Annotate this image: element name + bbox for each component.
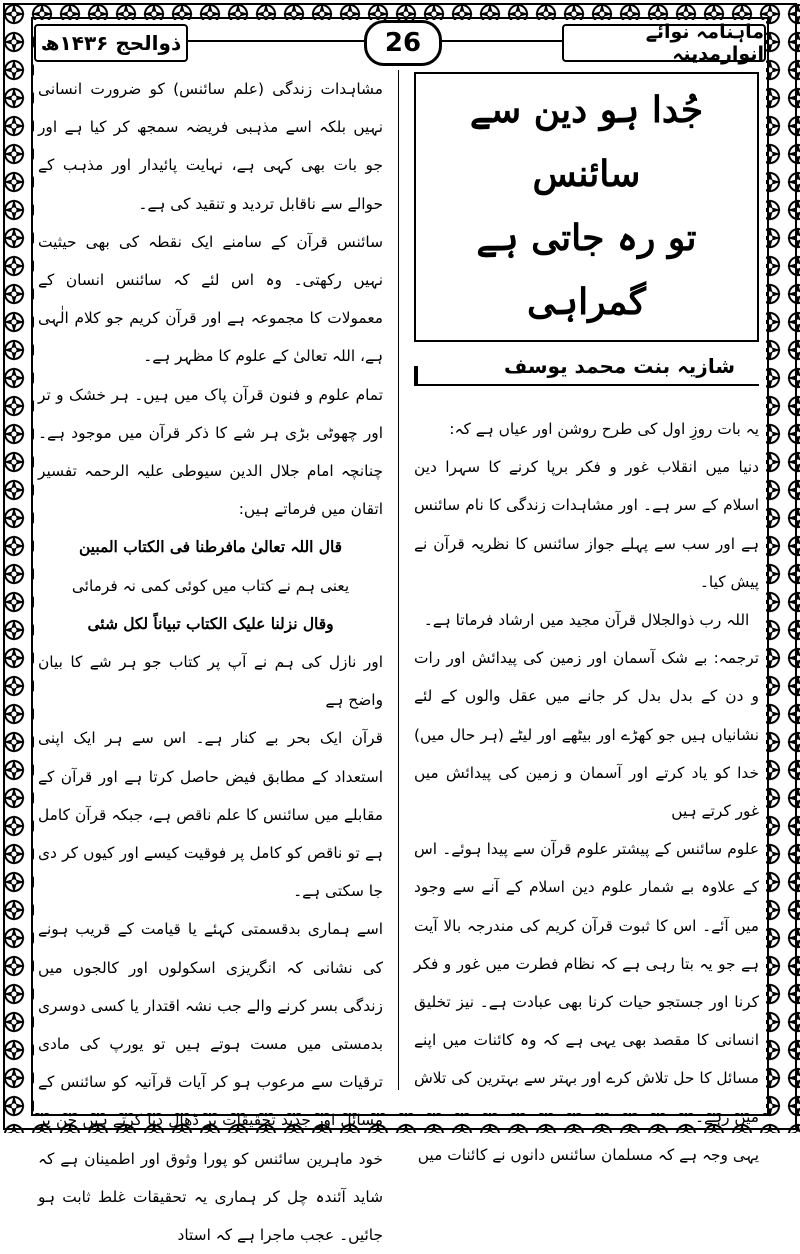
paragraph: اللہ رب ذوالجلال قرآن مجید میں ارشاد فرماتا ہے۔ [423, 611, 750, 630]
paragraph: یہ بات روزِ اول کی طرح روشن اور عیاں ہے کہ: [449, 420, 759, 438]
left-column [38, 70, 383, 1254]
paragraph: قرآن ایک بحر بے کنار ہے۔ اس سے ہر ایک اپنی استعداد کے مطابق فیض حاصل کرتا ہے اور قرآن کے مقابلے میں سائنس کا علم ناقص ہے، جبکہ قرآن کامل ہے تو ناقص کو کامل پر فوقیت کیسے اور کیوں کر دی جا سکتی ہے۔ [38, 729, 383, 901]
page-header [34, 20, 766, 64]
column-divider [398, 70, 399, 1090]
arabic-quote: قال اللہ تعالیٰ مافرطنا فی الکتاب المبین [78, 538, 343, 557]
paragraph: علوم سائنس کے پیشتر علوم قرآن سے پیدا ہوئے۔ اس کے علاوہ بے شمار علوم دین اسلام کے آنے سے وجود میں آئے۔ اس کا ثبوت قرآن کریم کی مندرجہ بالا آیت ہے جو یہ بتا رہی ہے کہ نظام فطرت میں غور و فکر کرنا اور جستجو حیات کرنا بھی عبادت ہے۔ نیز تخلیق انسانی کا مقصد بھی یہی ہے کہ وہ کائنات میں اپنے مسائل کا حل تلاش کرے اور بہتر سے بہترین کی تلاش میں رہے۔ [414, 840, 759, 1126]
arabic-quote: وقال نزلنا علیک الکتاب تبیاناً لکل شئی [87, 614, 334, 633]
article-author: شازیہ بنت محمد یوسف [414, 348, 759, 386]
paragraph: سائنس قرآن کے سامنے ایک نقطہ کی بھی حیثیت نہیں رکھتی۔ وہ اس لئے کہ سائنس انسان کے معمولات کا مجموعہ ہے اور قرآن کریم جو کلام الٰہی ہے، اللہ تعالیٰ کے علوم کا مظہر ہے۔ [38, 232, 383, 366]
page-number: 26 [364, 20, 442, 66]
paragraph: یہی وجہ ہے کہ مسلمان سائنس دانوں نے کائنات میں [417, 1145, 759, 1164]
article-title-box [414, 72, 759, 342]
paragraph: تمام علوم و فنون قرآن پاک میں ہیں۔ ہر خشک و تر اور چھوٹی بڑی ہر شے کا ذکر قرآن میں موجود ہے۔ چنانچہ امام جلال الدین سیوطی علیہ الرحمہ تفسیر اتقان میں فرماتے ہیں: [38, 385, 383, 519]
issue-date: ذوالحج ۱۴۳۶ھ [34, 24, 188, 62]
article-title-line1: جُدا ہو دین سے سائنس [469, 89, 704, 195]
article-title-line2: تو رہ جاتی ہے گمراہی [476, 217, 697, 323]
quote-translation: اور نازل کی ہم نے آپ پر کتاب جو ہر شے کا بیان واضح ہے [38, 653, 383, 710]
paragraph: مشاہدات زندگی (علم سائنس) کو ضرورت انسانی نہیں بلکہ اسے مذہبی فریضہ سمجھ کر کیا ہے اور جو بات بھی کہی ہے، نہایت پائیدار اور مذہب کے حوالے سے ناقابل تردید و تنقید کی ہے۔ [38, 80, 383, 213]
page-content [34, 20, 766, 1245]
magazine-name: ماہنامہ نوائے انوارمدینہ [562, 24, 766, 62]
translation-paragraph: ترجمہ: بے شک آسمان اور زمین کی پیدائش اور رات و دن کے بدل بدل کر جانے میں عقل والوں کے لئے نشانیاں ہیں جو کھڑے اور بیٹھے اور لیٹے (ہر حال میں) خدا کو یاد کرتے اور آسمان و زمین کی پیدائش میں غور کرتے ہیں [414, 649, 759, 821]
paragraph: دنیا میں انقلاب غور و فکر برپا کرنے کا سہرا دین اسلام کے سر ہے۔ اور مشاہدات زندگی کا نام سائنس ہے اور سب سے پہلے جواز سائنس کا نظریہ قرآن نے پیش کیا۔ [414, 458, 759, 591]
quote-translation: یعنی ہم نے کتاب میں کوئی کمی نہ فرمائی [71, 576, 350, 595]
right-column [414, 70, 759, 1174]
paragraph: اسے ہماری بدقسمتی کہئے یا قیامت کے قریب ہونے کی نشانی کہ انگریزی اسکولوں اور کالجوں میں زندگی بسر کرنے والے جب نشہ اقتدار یا کسی دوسری بدمستی میں مست ہوتے ہیں تو یورپ کی مادی ترقیات سے مرعوب ہو کر آیات قرآنیہ کو سائنس کے مسائل اور جدید تحقیقات پر ڈھال دیا کرتے ہیں جن پر خود ماہرین سائنس کو پورا وثوق اور اطمینان ہے کہ شاید آئندہ چل کر ہماری یہ تحقیقات غلط ثابت ہو جائیں۔ عجب ماجرا ہے کہ استاد [38, 920, 383, 1245]
